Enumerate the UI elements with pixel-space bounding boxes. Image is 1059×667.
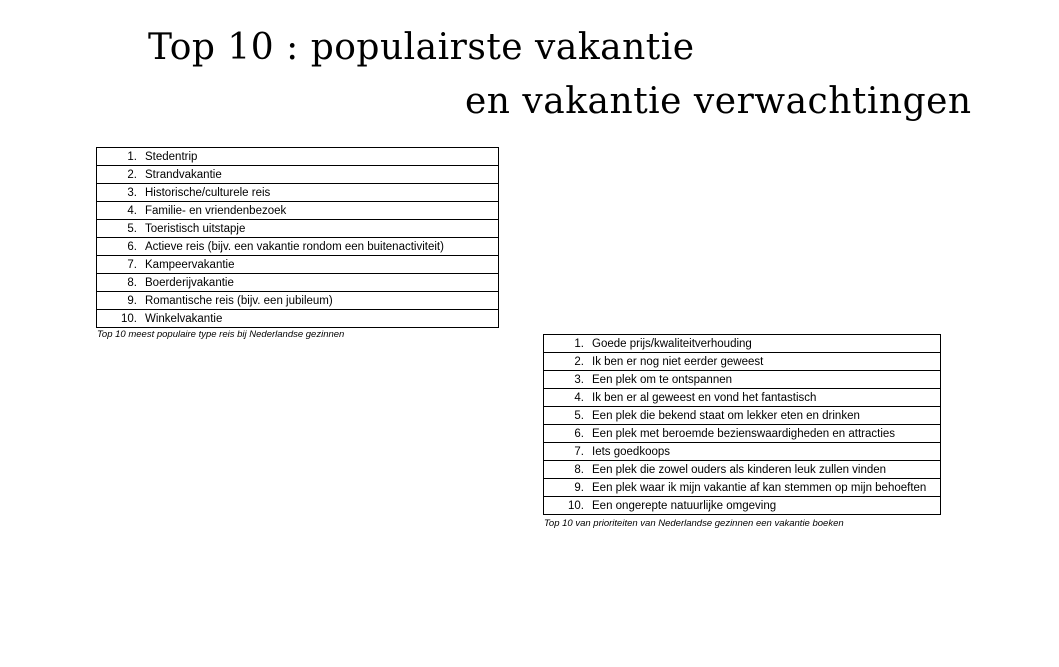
row-number: 2. [127,169,137,181]
row-number: 1. [574,338,584,350]
table-row [544,443,941,461]
row-number: 2. [574,356,584,368]
table-row [544,371,941,389]
table-row [544,335,941,353]
table-row [97,220,499,238]
row-text: Een ongerepte natuurlijke omgeving [592,500,777,512]
table-row [544,461,941,479]
row-text: Historische/culturele reis [145,187,271,199]
row-number: 6. [127,241,137,253]
row-text: Winkelvakantie [145,313,223,325]
row-number: 8. [127,277,137,289]
table-row [97,238,499,256]
row-text: Kampeervakantie [145,259,235,271]
row-number: 4. [574,392,584,404]
vacation-priorities-table [543,334,941,515]
row-number: 9. [574,482,584,494]
row-number: 3. [574,374,584,386]
vacation-types-caption: Top 10 meest populaire type reis bij Nederlandse gezinnen [97,329,345,340]
page-title-line-2: en vakantie verwachtingen [465,81,972,122]
table-row [544,389,941,407]
row-number: 10. [121,313,137,325]
row-text: Goede prijs/kwaliteitverhouding [592,338,752,350]
row-text: Ik ben er al geweest en vond het fantastisch [592,392,817,404]
row-text: Strandvakantie [145,169,222,181]
row-number: 8. [574,464,584,476]
table-row [97,166,499,184]
row-text: Een plek waar ik mijn vakantie af kan stemmen op mijn behoeften [592,482,927,494]
table-row [544,497,941,515]
table-row [97,292,499,310]
row-text: Familie- en vriendenbezoek [145,205,287,217]
row-number: 4. [127,205,137,217]
row-number: 1. [127,151,137,163]
table-row [97,256,499,274]
row-number: 10. [568,500,584,512]
row-number: 7. [127,259,137,271]
table-row [97,310,499,328]
row-text: Een plek om te ontspannen [592,374,733,386]
row-text: Een plek met beroemde bezienswaardigheden en attracties [592,428,896,440]
table-row [97,274,499,292]
row-number: 6. [574,428,584,440]
table-row [544,407,941,425]
row-number: 9. [127,295,137,307]
table-row [97,184,499,202]
row-text: Toeristisch uitstapje [145,223,246,235]
row-text: Ik ben er nog niet eerder geweest [592,356,764,368]
row-text: Boerderijvakantie [145,277,234,289]
table-row [544,353,941,371]
row-number: 7. [574,446,584,458]
page-title-line-1: Top 10 : populairste vakantie [148,27,695,68]
table-row [97,202,499,220]
vacation-types-table [96,147,499,328]
table-row [97,148,499,166]
row-text: Een plek die zowel ouders als kinderen leuk zullen vinden [592,464,887,476]
table-row [544,479,941,497]
row-text: Stedentrip [145,151,198,163]
row-text: Romantische reis (bijv. een jubileum) [145,295,333,307]
row-text: Iets goedkoops [592,446,671,458]
table-row [544,425,941,443]
row-text: Actieve reis (bijv. een vakantie rondom een buitenactiviteit) [145,241,444,253]
row-text: Een plek die bekend staat om lekker eten en drinken [592,410,860,422]
row-number: 5. [574,410,584,422]
vacation-priorities-caption: Top 10 van prioriteiten van Nederlandse gezinnen een vakantie boeken [544,518,844,529]
row-number: 3. [127,187,137,199]
row-number: 5. [127,223,137,235]
